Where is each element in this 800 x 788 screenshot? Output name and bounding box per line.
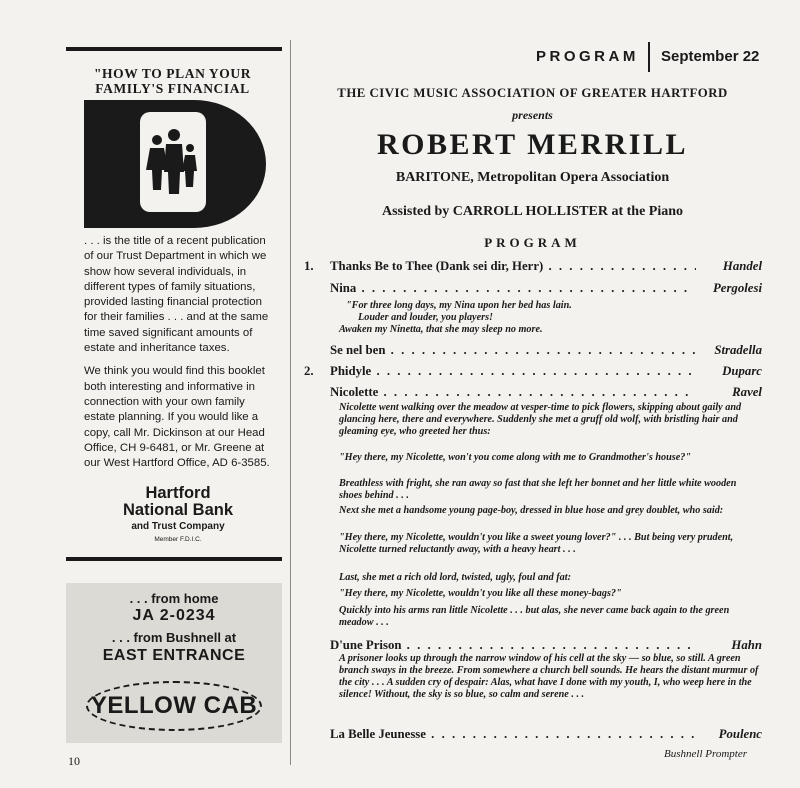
nicolette-para-1: Nicolette went walking over the meadow at vesper-time to pick flowers, skipping about gaily and glancing here, there and everywhere. Suddenly she met a gruff old wolf, with bristling hair and gleaming eye, who greeted her thus: [339, 402, 742, 437]
item-composer: Poulenc [715, 727, 762, 742]
cab-brand: YELLOW CAB [86, 681, 262, 731]
item-composer: Pergolesi [709, 281, 762, 296]
program-item [300, 281, 766, 299]
item-number: 1. [304, 259, 314, 273]
bank-subtitle: and Trust Company [131, 521, 225, 532]
cab-from-bushnell: . . . from Bushnell at [111, 630, 237, 645]
ad-top-rule [66, 47, 282, 51]
item-title: D'une Prison . . [330, 638, 696, 653]
nicolette-para-2: "Hey there, my Nicolette, won't you come along with me to Grandmother's house?" [339, 452, 692, 463]
program-item [300, 385, 766, 403]
accompanist-line: Assisted by CARROLL HOLLISTER at the Piano [381, 204, 684, 219]
item-composer: Ravel [728, 385, 762, 400]
prison-description: A prisoner looks up through the narrow window of his cell at the sky — so blue, so still. A green branch sways in the breeze. From somewhere a church bell sounds. He hears the distant murmur of the city . . . A sudden cry of despair: Alas, what have I done with my youth, I, who weep here in the silence! Without, the sky is so blue, so calm and serene . . . [339, 653, 759, 700]
bank-name [70, 485, 286, 519]
nicolette-para-4: Next she met a handsome young page-boy, dressed in blue hose and grey doublet, who said: [339, 505, 724, 516]
item-title: Nicolette . . [330, 385, 696, 400]
nicolette-para-6: Last, she met a rich old lord, twisted, ugly, foul and fat: [339, 572, 571, 583]
ad-headline-line1: "HOW TO PLAN YOUR [93, 66, 252, 81]
item-title: La Belle Jeunesse . . [330, 727, 696, 742]
item-composer: Stradella [710, 343, 762, 358]
bank-name-line2: National Bank [122, 501, 234, 519]
header-date: September 22 [661, 48, 760, 65]
association-name: THE CIVIC MUSIC ASSOCIATION OF GREATER HARTFORD [337, 86, 728, 100]
ad-body-paragraph-2: We think you would find this booklet both interesting and informative in connection with your own family estate planning. If you would like a copy, call Mr. Dickinson at our Head Office, CH 9-6481, or Mr. Greene at our West Hartford Office, AD 6-3585. [84, 365, 270, 470]
nina-verse-line3: Awaken my Ninetta, that she may sleep no more. [339, 324, 543, 335]
header-program-label: PROGRAM [536, 48, 639, 65]
ad-body-paragraph-1: . . . is the title of a recent publication of our Trust Department in which we show how several individuals, in different types of family situations, provided lasting financial protection for their families . . . and at the same time saved significant amounts of estate and inheritance taxes. [84, 235, 269, 355]
program-heading: PROGRAM [484, 235, 581, 250]
item-title: Nina . . [330, 281, 696, 296]
nina-verse-line2: Louder and louder, you players! [358, 312, 493, 323]
ad-headline-line2: FAMILY'S FINANCIAL [95, 81, 250, 96]
ad-bottom-rule [66, 557, 282, 561]
program-item [300, 343, 766, 361]
nicolette-para-5: "Hey there, my Nicolette, wouldn't you like a sweet young lover?" . . . But being very prudent, Nicolette turned reluctantly away, with a heavy heart . . . [339, 532, 734, 555]
item-composer: Hahn [727, 638, 762, 653]
page-number: 10 [68, 754, 80, 768]
nicolette-para-3: Breathless with fright, she ran away so fast that she left her bonnet and her little white wooden shoes behind . . . [339, 478, 737, 501]
presents-label: presents [512, 108, 553, 122]
footer-publication: Bushnell Prompter [664, 748, 747, 760]
cab-east-entrance: EAST ENTRANCE [102, 647, 246, 664]
item-title: Se nel ben . . [330, 343, 696, 358]
header-separator [648, 42, 650, 72]
item-title: Thanks Be to Thee (Dank sei dir, Herr) . . [330, 259, 696, 274]
program-item [300, 259, 766, 277]
ad-headline [70, 66, 275, 96]
nicolette-para-7: "Hey there, my Nicolette, wouldn't you like all these money-bags?" [339, 588, 622, 599]
bank-fdic: Member F.D.I.C. [154, 536, 202, 543]
item-title: Phidyle . . [330, 364, 696, 379]
column-divider [290, 40, 291, 765]
program-item [300, 364, 766, 382]
ad-protection-word: ROTECTION" [130, 210, 229, 225]
ad-body [84, 234, 270, 479]
artist-name: ROBERT MERRILL [377, 128, 688, 161]
item-composer: Handel [719, 259, 762, 274]
yellow-cab-ad [66, 583, 282, 743]
artist-voice: BARITONE, Metropolitan Opera Association [395, 170, 670, 185]
nina-verse-line1: "For three long days, my Nina upon her bed has lain. [346, 300, 572, 311]
cab-from-home: . . . from home [129, 591, 219, 606]
bank-name-line1: Hartford [145, 484, 211, 502]
cab-phone: JA 2-0234 [132, 607, 216, 624]
item-number: 2. [304, 364, 314, 378]
nicolette-para-8: Quickly into his arms ran little Nicolette . . . but alas, she never came back again to the green meadow . . . [339, 605, 730, 628]
program-item [300, 727, 766, 745]
item-composer: Duparc [718, 364, 762, 379]
